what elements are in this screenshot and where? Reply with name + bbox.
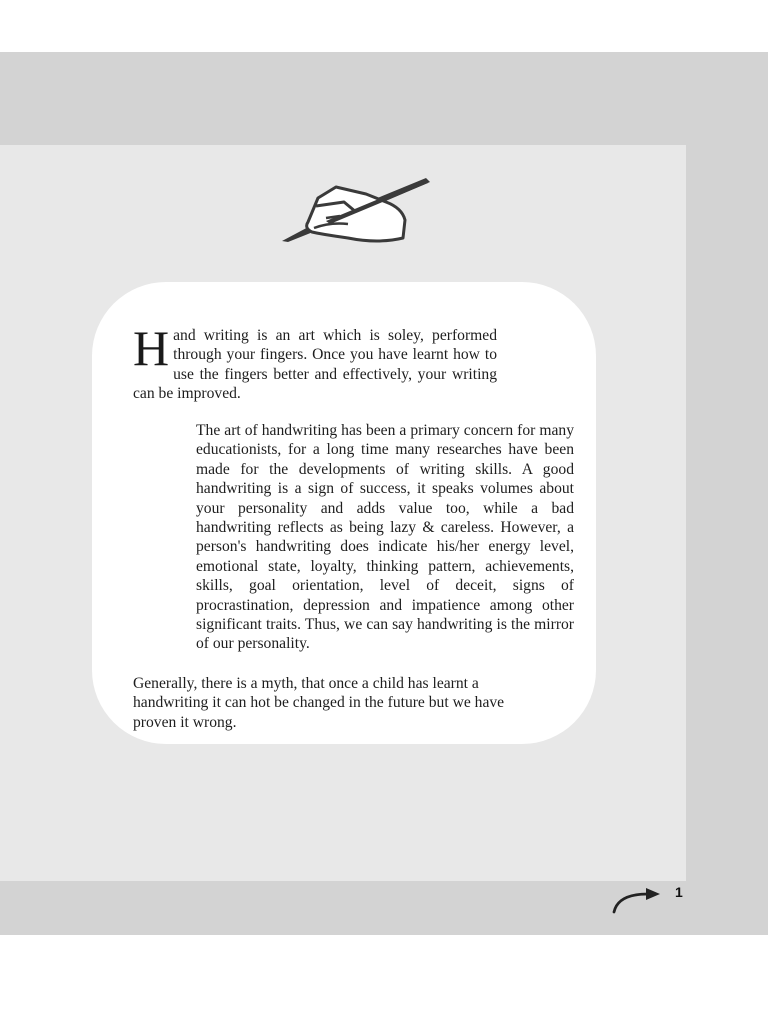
page-number: 1 [675,884,683,900]
indented-paragraph: The art of handwriting has been a primary concern for many educationists, for a long time many researches have been made for the developments of writing skills. A good handwriting is a sign of success, it speaks volumes about your personality and adds value too, while a bad handwriting reflects as being lazy & careless. However, a person's handwriting does indicate his/her energy level, emotional state, loyalty, thinking pattern, achievements, skills, goal orientation, level of deceit, signs of procrastination, depression and impatience among other significant traits. Thus, we can say handwriting is the mirror of our personality. [196,422,574,653]
right-gray-band [686,52,768,882]
intro-text: and writing is an art which is soley, performed through your fingers. Once you have learnt how to use the fingers better and effectively, your writing can be improved. [133,327,497,403]
writing-hand-icon [278,172,434,248]
curved-arrow-right-icon[interactable] [610,884,662,914]
intro-paragraph [133,320,497,404]
closing-paragraph: Generally, there is a myth, that once a child has learnt a handwriting it can hot be changed in the future but we have proven it wrong. [133,675,505,731]
top-gray-band [0,52,768,145]
drop-cap: H [133,320,170,376]
